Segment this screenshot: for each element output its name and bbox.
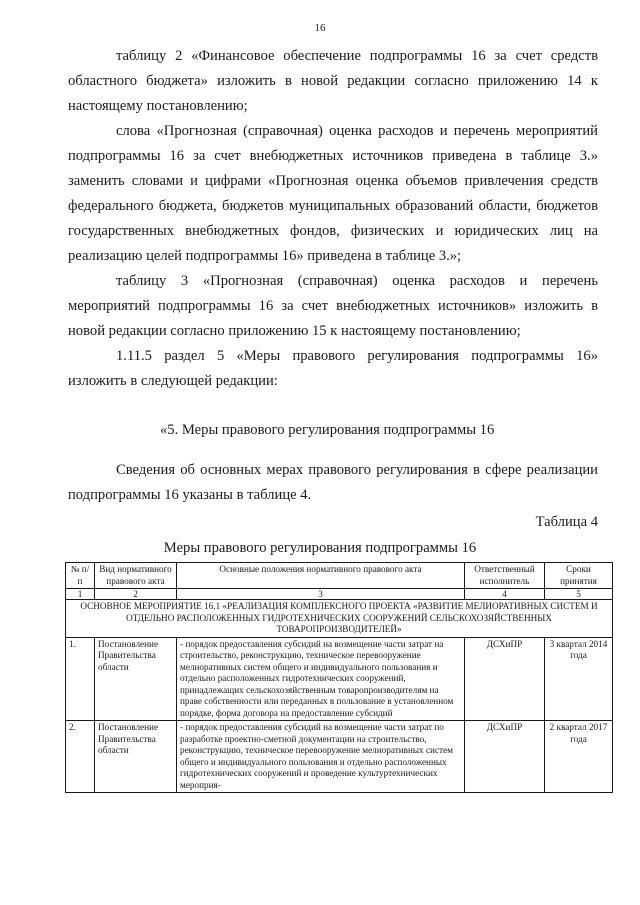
table-row (66, 637, 613, 721)
row-deadline: 3 квартал 2014 года (545, 637, 613, 721)
section-title: «5. Меры правового регулирования подпрограммы 16 (160, 422, 495, 438)
row-executor: ДСХиПР (465, 637, 545, 721)
paragraph-replace-words: слова «Прогнозная (справочная) оценка расходов и перечень мероприятий подпрограммы 16 за счет внебюджетных источников приведена в таблице 3.» заменить словами и цифрами «Прогнозная оценка объемов привлечения средств федерального бюджета, бюджетов муниципальных образований области, бюджетов государственных внебюджетных фондов, физических и юридических лиц на реализацию целей подпрограммы 16» приведена в таблице 3.»; (68, 123, 598, 264)
header-num: № п/п (66, 563, 95, 589)
row-deadline: 2 квартал 2017 года (545, 721, 613, 793)
intro-paragraph: Сведения об основных мерах правового регулирования в сфере реализации подпрограммы 16 указаны в таблице 4. (68, 462, 598, 503)
column-number: 1 (66, 589, 95, 600)
row-act-type: Постановление Правительства области (95, 721, 177, 793)
column-number: 4 (465, 589, 545, 600)
column-number-row (66, 589, 613, 600)
main-activity-banner: ОСНОВНОЕ МЕРОПРИЯТИЕ 16.1 «РЕАЛИЗАЦИЯ КОМПЛЕКСНОГО ПРОЕКТА «РАЗВИТИЕ МЕЛИОРАТИВНЫХ СИСТЕМ И ОТДЕЛЬНО РАСПОЛОЖЕННЫХ ГИДРОТЕХНИЧЕСКИХ СООРУЖЕНИЙ СЕЛЬСКОХОЗЯЙСТВЕННЫХ ТОВАРОПРОИЗВОДИТЕЛЕЙ» (66, 600, 613, 638)
column-number: 5 (545, 589, 613, 600)
measures-table (65, 562, 613, 793)
row-provisions: - порядок предоставления субсидий на возмещение части затрат на строительство, реконструкцию, техническое перевооружение мелиоративных систем общего и индивидуального пользования и отдельно расположенных гидротехнических сооружений, принадлежащих сельскохозяйственным товаропроизводителям на праве собственности или переданных в пользование в установленном порядке, форма договора на предоставление субсидий (177, 637, 465, 721)
paragraph-table-3: таблицу 3 «Прогнозная (справочная) оценка расходов и перечень мероприятий подпрограммы 16 за счет внебюджетных источников» изложить в новой редакции согласно приложению 15 к настоящему постановлению; (68, 273, 598, 339)
row-num: 2. (66, 721, 95, 793)
table-title: Меры правового регулирования подпрограммы 16 (163, 540, 477, 556)
row-executor: ДСХиПР (465, 721, 545, 793)
table-label: Таблица 4 (535, 514, 598, 530)
body-text (68, 44, 598, 394)
row-act-type: Постановление Правительства области (95, 637, 177, 721)
column-number: 3 (177, 589, 465, 600)
banner-row (66, 600, 613, 638)
header-deadline: Сроки принятия (545, 563, 613, 589)
table-row (66, 721, 613, 793)
row-num: 1. (66, 637, 95, 721)
header-executor: Ответственный исполнитель (465, 563, 545, 589)
table-header-row (66, 563, 613, 589)
header-act-type: Вид нормативного правового акта (95, 563, 177, 589)
column-number: 2 (95, 589, 177, 600)
page-number: 16 (314, 22, 326, 34)
paragraph-table-2: таблицу 2 «Финансовое обеспечение подпрограммы 16 за счет средств областного бюджета» изложить в новой редакции согласно приложению 14 к настоящему постановлению; (68, 48, 598, 114)
row-provisions: - порядок предоставления субсидий на возмещение части затрат по разработке проектно-сметной документации на строительство, реконструкцию, техническое перевооружение мелиоративных систем общего и индивидуального пользования и отдельно расположенных гидротехнических сооружений и проведение культуртехнических мероприя- (177, 721, 465, 793)
paragraph-section-5: 1.11.5 раздел 5 «Меры правового регулирования подпрограммы 16» изложить в следующей редакции: (68, 348, 598, 389)
header-provisions: Основные положения нормативного правового акта (177, 563, 465, 589)
